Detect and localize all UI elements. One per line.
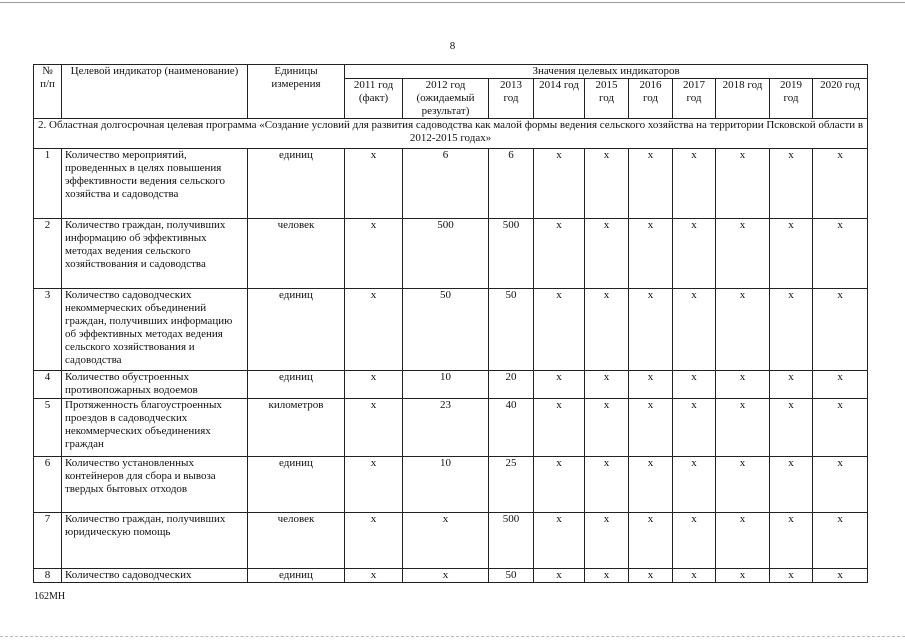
header-values-group: Значения целевых индикаторов	[345, 65, 868, 79]
footer-code: 162МН	[34, 591, 66, 602]
row-value: х	[770, 569, 813, 583]
row-value: х	[813, 399, 868, 457]
row-value: х	[629, 149, 673, 219]
row-value: х	[345, 569, 403, 583]
row-value: х	[716, 371, 770, 399]
row-value: х	[629, 569, 673, 583]
row-value: х	[345, 289, 403, 371]
row-value: х	[403, 513, 489, 569]
row-value: х	[716, 289, 770, 371]
row-unit: километров	[248, 399, 345, 457]
row-value: х	[813, 569, 868, 583]
row-value: х	[813, 457, 868, 513]
row-value: х	[770, 457, 813, 513]
header-year: 2013 год	[489, 79, 534, 119]
header-year: 2016 год	[629, 79, 673, 119]
row-value: х	[629, 371, 673, 399]
row-value: х	[716, 457, 770, 513]
header-year: 2020 год	[813, 79, 868, 119]
row-value: 20	[489, 371, 534, 399]
row-value: х	[813, 371, 868, 399]
row-value: х	[585, 569, 629, 583]
row-value: х	[716, 569, 770, 583]
row-value: 50	[403, 289, 489, 371]
row-value: х	[770, 289, 813, 371]
table-row	[34, 399, 868, 457]
table-row	[34, 569, 868, 583]
row-value: х	[770, 399, 813, 457]
row-indicator-name: Количество граждан, получивших информацию об эффективных методах ведения сельского хозяйствования и садоводства	[62, 219, 248, 289]
row-value: х	[673, 457, 716, 513]
scan-edge-bottom	[0, 636, 905, 637]
row-value: х	[629, 457, 673, 513]
row-value: х	[716, 399, 770, 457]
row-unit: единиц	[248, 457, 345, 513]
row-value: 50	[489, 569, 534, 583]
row-value: х	[585, 399, 629, 457]
row-value: 6	[403, 149, 489, 219]
row-value: х	[770, 219, 813, 289]
row-value: х	[345, 371, 403, 399]
row-value: х	[629, 399, 673, 457]
row-value: 500	[489, 219, 534, 289]
row-value: х	[629, 289, 673, 371]
table-row	[34, 513, 868, 569]
header-year: 2018 год	[716, 79, 770, 119]
row-value: х	[585, 289, 629, 371]
row-value: х	[673, 569, 716, 583]
row-value: х	[534, 289, 585, 371]
row-value: х	[770, 149, 813, 219]
row-value: 10	[403, 371, 489, 399]
row-value: х	[585, 513, 629, 569]
row-value: 500	[489, 513, 534, 569]
row-value: х	[770, 371, 813, 399]
row-value: х	[673, 149, 716, 219]
header-year: 2015 год	[585, 79, 629, 119]
row-value: х	[534, 457, 585, 513]
row-unit: единиц	[248, 569, 345, 583]
indicators-table	[33, 64, 868, 583]
scan-edge-top	[0, 2, 905, 3]
row-indicator-name: Количество мероприятий, проведенных в целях повышения эффективности ведения сельского хозяйства и садоводства	[62, 149, 248, 219]
row-value: х	[813, 513, 868, 569]
row-value: х	[673, 513, 716, 569]
row-num: 4	[34, 371, 62, 399]
row-value: х	[585, 149, 629, 219]
row-unit: человек	[248, 513, 345, 569]
row-indicator-name: Количество обустроенных противопожарных водоемов	[62, 371, 248, 399]
row-num: 3	[34, 289, 62, 371]
row-value: х	[345, 219, 403, 289]
row-value: х	[770, 513, 813, 569]
header-year: 2011 год (факт)	[345, 79, 403, 119]
row-value: х	[534, 513, 585, 569]
row-value: х	[716, 219, 770, 289]
row-value: х	[813, 219, 868, 289]
row-num: 7	[34, 513, 62, 569]
row-value: х	[534, 399, 585, 457]
row-value: х	[813, 289, 868, 371]
row-value: х	[534, 569, 585, 583]
row-value: х	[629, 219, 673, 289]
header-year: 2017 год	[673, 79, 716, 119]
row-value: х	[629, 513, 673, 569]
header-unit: Единицы измерения	[248, 65, 345, 119]
row-value: х	[345, 513, 403, 569]
section-title: 2. Областная долгосрочная целевая программа «Создание условий для развития садоводства как малой формы ведения сельского хозяйства на территории Псковской области в 2012-2015 годах»	[34, 119, 868, 149]
row-value: х	[673, 289, 716, 371]
row-indicator-name: Количество граждан, получивших юридическую помощь	[62, 513, 248, 569]
row-value: х	[673, 399, 716, 457]
row-value: х	[813, 149, 868, 219]
row-indicator-name: Количество садоводческих	[62, 569, 248, 583]
row-value: х	[585, 219, 629, 289]
row-value: х	[585, 457, 629, 513]
row-unit: человек	[248, 219, 345, 289]
table-row	[34, 371, 868, 399]
header-indicator: Целевой индикатор (наименование)	[62, 65, 248, 119]
row-value: х	[534, 371, 585, 399]
table-row	[34, 289, 868, 371]
page-number: 8	[449, 40, 456, 52]
row-unit: единиц	[248, 289, 345, 371]
row-value: х	[673, 371, 716, 399]
row-value: х	[716, 149, 770, 219]
row-value: х	[403, 569, 489, 583]
row-unit: единиц	[248, 371, 345, 399]
row-value: х	[534, 219, 585, 289]
row-value: х	[345, 149, 403, 219]
table-row	[34, 457, 868, 513]
row-indicator-name: Количество установленных контейнеров для сбора и вывоза твердых бытовых отходов	[62, 457, 248, 513]
row-num: 2	[34, 219, 62, 289]
table-row	[34, 149, 868, 219]
row-value: 10	[403, 457, 489, 513]
row-unit: единиц	[248, 149, 345, 219]
row-value: 40	[489, 399, 534, 457]
row-value: х	[716, 513, 770, 569]
row-value: х	[534, 149, 585, 219]
row-value: 6	[489, 149, 534, 219]
row-indicator-name: Протяженность благоустроенных проездов в садоводческих некоммерческих объединениях граждан	[62, 399, 248, 457]
table-row	[34, 219, 868, 289]
row-num: 8	[34, 569, 62, 583]
header-year: 2012 год (ожидаемый результат)	[403, 79, 489, 119]
row-value: х	[585, 371, 629, 399]
row-num: 6	[34, 457, 62, 513]
header-year: 2014 год	[534, 79, 585, 119]
header-year: 2019 год	[770, 79, 813, 119]
row-value: 25	[489, 457, 534, 513]
row-num: 5	[34, 399, 62, 457]
row-value: х	[673, 219, 716, 289]
row-value: х	[345, 457, 403, 513]
row-value: 23	[403, 399, 489, 457]
row-value: х	[345, 399, 403, 457]
header-num: № п/п	[34, 65, 62, 119]
row-value: 500	[403, 219, 489, 289]
row-num: 1	[34, 149, 62, 219]
row-indicator-name: Количество садоводческих некоммерческих объединений граждан, получивших информацию об эффективных методах ведения сельского хозяйствования и садоводства	[62, 289, 248, 371]
row-value: 50	[489, 289, 534, 371]
